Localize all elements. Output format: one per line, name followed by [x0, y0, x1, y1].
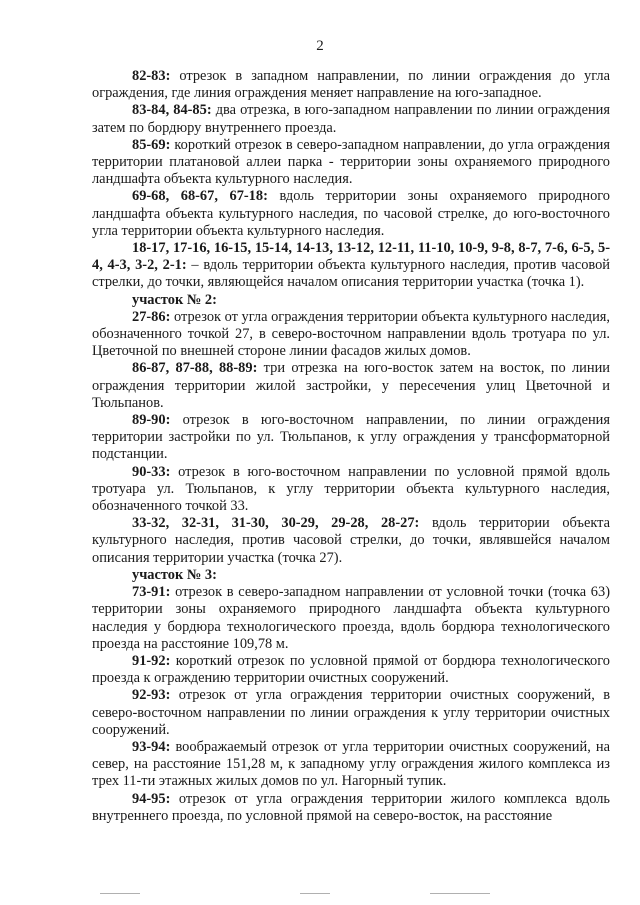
page-number: 2	[316, 38, 324, 54]
segment-description: отрезок в юго-восточном направлении, по линии ограждения территории застройки по ул. Тюльпанов, к углу ограждения у трансформаторной подстанции.	[92, 412, 610, 463]
segment-description: отрезок в юго-восточном направлении по условной прямой вдоль тротуара ул. Тюльпанов, к углу территории объекта культурного наследия, обозначенного точкой 33.	[92, 463, 610, 515]
boundary-segment-paragraph	[92, 791, 610, 825]
segment-label: 91-92:	[132, 652, 171, 669]
segment-description: отрезок в западном направлении, по линии ограждения до угла ограждения, где линия ограждения меняет направление на юго-западное.	[92, 68, 610, 102]
boundary-segment-paragraph	[92, 687, 610, 739]
boundary-segment-paragraph	[92, 188, 610, 240]
segment-label: 33-32, 32-31, 31-30, 30-29, 29-28, 28-27:	[132, 515, 420, 532]
boundary-segment-paragraph	[92, 412, 610, 464]
section-heading: участок № 3:	[132, 566, 217, 583]
segment-description: вдоль территории зоны охраняемого природного ландшафта объекта культурного наследия, по часовой стрелке, до юго-восточного угла территории объекта культурного наследия.	[92, 188, 611, 239]
boundary-segment-paragraph	[92, 584, 610, 653]
segment-label: 86-87, 87-88, 88-89:	[132, 360, 258, 377]
document-body	[92, 68, 610, 825]
segment-label: 92-93:	[132, 687, 171, 704]
boundary-segment-paragraph	[92, 739, 610, 791]
boundary-segment-paragraph	[92, 68, 610, 102]
segment-description: отрезок от угла ограждения территории очистных сооружений, в северо-восточном направлении по линии ограждения к углу территории очистных сооружений.	[92, 687, 610, 738]
segment-label: 94-95:	[132, 790, 171, 807]
segment-description: – вдоль территории объекта культурного наследия, против часовой стрелки, до точки, являющейся началом описания территории участка (точка 1).	[92, 257, 610, 291]
segment-label: 93-94:	[132, 738, 171, 755]
segment-description: два отрезка, в юго-западном направлении по линии ограждения затем по бордюру внутреннего проезда.	[92, 102, 611, 136]
boundary-segment-paragraph	[92, 360, 610, 412]
segment-description: вдоль территории объекта культурного наследия, против часовой стрелки, до точки, являвшейся началом описания территории участка (точка 27).	[92, 515, 610, 566]
boundary-segment-paragraph	[92, 240, 610, 292]
segment-label: 73-91:	[132, 584, 171, 601]
boundary-segment-paragraph	[92, 102, 610, 136]
segment-label: 89-90:	[132, 412, 171, 429]
segment-label: 85-69:	[132, 136, 171, 153]
section-heading: участок № 2:	[132, 291, 217, 308]
segment-label: 27-86:	[132, 308, 171, 325]
boundary-segment-paragraph	[92, 515, 610, 567]
segment-description: отрезок в северо-западном направлении от условной точки (точка 63) территории зоны охраняемого природного ландшафта объекта культурного наследия у бордюра технологического проезда, вдоль бордюра технологического проезда на расстояние 109,78 м.	[92, 584, 610, 652]
segment-description: отрезок от угла ограждения территории объекта культурного наследия, обозначенного точкой 27, в северо-восточном направлении вдоль тротуара по ул. Цветочной по внешней стороне линии фасадов жилых домов.	[92, 308, 610, 360]
segment-description: короткий отрезок в северо-западном направлении, до угла ограждения территории платановой аллеи парка - территории зоны охраняемого природного ландшафта объекта культурного наследия.	[92, 136, 610, 188]
segment-label: 18-17, 17-16, 16-15, 15-14, 14-13, 13-12, 12-11, 11-10, 10-9, 9-8, 8-7, 7-6, 6-5, 5-4, 4-3, 3-2, 2-1:	[92, 240, 610, 274]
segment-description: воображаемый отрезок от угла территории очистных сооружений, на север, на расстояние 151,28 м, к западному углу ограждения жилого комплекса из трех 11-ти этажных жилых домов по ул. Нагорный тупик.	[92, 738, 610, 790]
boundary-segment-paragraph	[92, 464, 610, 516]
segment-description: короткий отрезок по условной прямой от бордюра технологического проезда к ограждению территории очистных сооружений.	[92, 652, 610, 687]
segment-label: 90-33:	[132, 463, 171, 480]
segment-label: 83-84, 84-85:	[132, 102, 212, 119]
boundary-segment-paragraph	[92, 309, 610, 361]
boundary-segment-paragraph	[92, 653, 610, 687]
segment-label: 69-68, 68-67, 67-18:	[132, 188, 268, 205]
boundary-segment-paragraph	[92, 137, 610, 189]
segment-description: три отрезка на юго-восток затем на восток, по линии ограждения территории жилой застройки, у пересечения улиц Цветочной и Тюльпанов.	[92, 360, 610, 411]
segment-description: отрезок от угла ограждения территории жилого комплекса вдоль внутреннего проезда, по условной прямой на северо-восток, на расстояние	[92, 790, 610, 824]
segment-label: 82-83:	[132, 68, 171, 84]
scan-artifacts	[100, 893, 540, 899]
